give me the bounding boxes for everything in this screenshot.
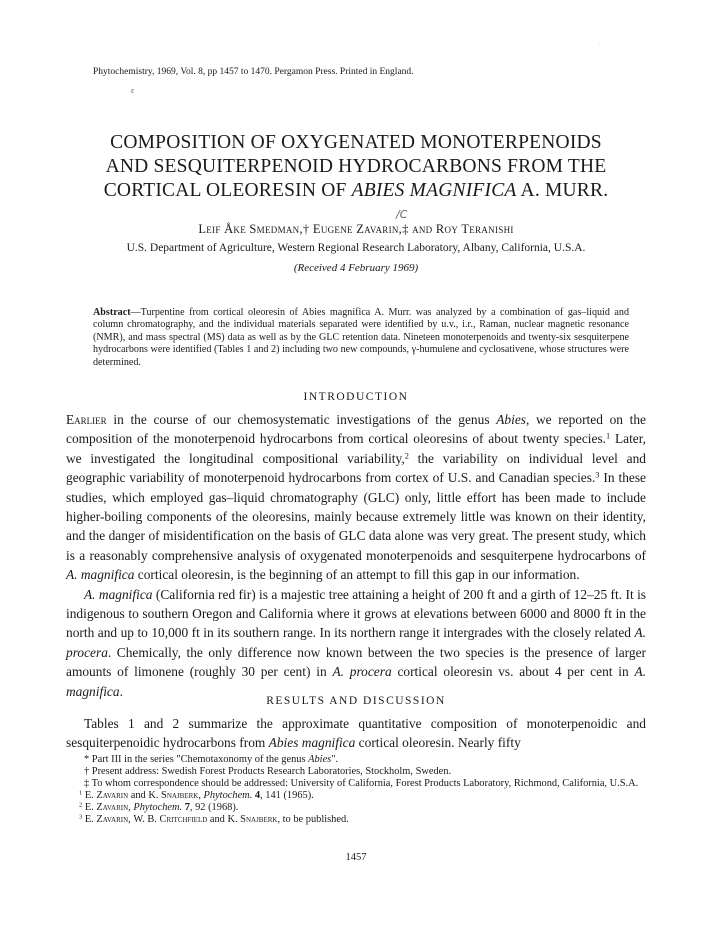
reference-journal: Phytochem. <box>133 801 183 813</box>
running-header: Phytochemistry, 1969, Vol. 8, pp 1457 to 1470. Pergamon Press. Printed in England. <box>93 67 414 77</box>
reference-author: K. Snajberk <box>227 813 278 825</box>
intro-text: Later, we investigated the longitudinal compositional variability, <box>66 431 647 466</box>
received-date: (Received 4 February 1969) <box>293 262 419 274</box>
author-3: and Roy Teranishi <box>408 222 514 236</box>
reference-text: , <box>128 801 134 813</box>
reference-marker: 3 <box>595 470 600 480</box>
reference-number: 3 <box>79 813 83 820</box>
intro-text: in the course of our chemosystematic investigations of the genus <box>106 412 497 427</box>
reference-author: E. Zavarin <box>84 789 129 801</box>
reference-marker: 2 <box>404 451 409 461</box>
reference-author: W. B. Critchfield <box>133 813 208 825</box>
title-line-3 <box>40 179 672 203</box>
species-name: A. magnifica <box>84 586 153 602</box>
author-1: Leif Åke Smedman, <box>198 222 303 236</box>
results-text: Tables 1 and 2 summarize the approximate quantitative composition of monoterpenoidic and sesquiterpenoidic hydrocarbons from <box>66 716 646 751</box>
paper-title <box>40 131 672 203</box>
intro-text: cortical oleoresin, is the beginning of an attempt to fill this gap in our information. <box>134 567 580 583</box>
introduction-body <box>66 410 646 701</box>
page-number: 1457 <box>345 852 367 863</box>
reference-journal: Phytochem. <box>203 789 253 801</box>
title-species: ABIES MAGNIFICA <box>351 180 517 201</box>
reference-author: K. Snajberk <box>148 789 199 801</box>
reference-2 <box>79 802 651 814</box>
intro-text: the variability on individual level and geographic variability of monoterpenoid hydrocarbons from cortex of U.S. and Canadian species. <box>66 450 647 486</box>
reference-author: E. Zavarin <box>84 813 129 825</box>
handwritten-annotation: /C <box>396 208 408 221</box>
reference-marker: 1 <box>606 431 611 441</box>
genus-name: Abies <box>496 412 526 427</box>
title-line-3-end: A. MURR. <box>516 180 609 201</box>
author-1-mark: † <box>302 222 310 236</box>
abstract-label: Abstract <box>93 307 131 318</box>
footnote-text: To whom correspondence should be addressed: University of California, Forest Products Laboratory, Richmond, California, U.S.A. <box>89 777 639 789</box>
intro-text: . <box>119 683 123 699</box>
results-body <box>66 714 646 753</box>
species-name: A. magnifica <box>66 664 646 699</box>
reference-author: E. Zavarin <box>84 801 129 813</box>
footnote-mark: † <box>84 765 90 777</box>
reference-text: , to be published. <box>277 813 349 825</box>
intro-text: , we reported on the composition of the monoterpenoid hydrocarbons from cortical oleoresins of about twenty species. <box>66 412 646 447</box>
results-text: cortical oleoresin. Nearly fifty <box>355 735 521 751</box>
author-2-mark: ‡ <box>402 222 409 236</box>
footnotes <box>79 754 651 825</box>
title-line-2: AND SESQUITERPENOID HYDROCARBONS FROM THE <box>105 156 607 177</box>
footnote-mark: * <box>84 754 90 765</box>
reference-text: , 92 (1968). <box>189 801 239 813</box>
genus-name: Abies <box>308 754 332 765</box>
abstract <box>93 307 629 369</box>
intro-text: (California red fir) is a majestic tree attaining a height of 200 ft and a girth of 12–25 ft. It is indigenous to southern Oregon and California where it grows at elevations between 6000 and 8000 ft in the north and up to 10,000 ft in its southern range. In its northern range it intergrades with the closely related <box>66 586 647 641</box>
footnote-text: Present address: Swedish Forest Products Research Laboratories, Stockholm, Sweden. <box>89 765 452 777</box>
reference-text: and <box>128 789 149 801</box>
intro-text: . Chemically, the only difference now known between the two species is the presence of larger amounts of limonene (roughly 30 per cent) in <box>66 644 646 680</box>
results-paragraph-1 <box>66 714 646 753</box>
title-line-3-text: CORTICAL OLEORESIN OF <box>103 180 352 201</box>
reference-text: , <box>198 789 204 801</box>
reference-1 <box>79 790 651 802</box>
author-2: Eugene Zavarin, <box>309 222 403 236</box>
intro-paragraph-2 <box>66 585 646 701</box>
footnote-text: Part III in the series "Chemotaxonomy of the genus <box>89 754 309 765</box>
species-name: Abies magnifica <box>268 735 356 751</box>
reference-volume: 4 <box>252 789 261 801</box>
reference-text: , 141 (1965). <box>260 789 314 801</box>
abstract-text: —Turpentine from cortical oleoresin of Abies magnifica A. Murr. was analyzed by a combination of gas–liquid and column chromatography, and the individual materials separated were identified by u.v., i.r., Raman, nuclear magnetic resonance (NMR), and mass spectral (MS) data as well as by the GLC retention data. Nineteen monoterpenoids and twenty-six sesquiterpene hydrocarbons were identified (Tables 1 and 2) including two new compounds, γ-humulene and cyclosativene, whose structures were determined. <box>93 307 629 368</box>
reference-3 <box>79 814 651 826</box>
title-line-1: COMPOSITION OF OXYGENATED MONOTERPENOIDS <box>110 132 602 153</box>
author-list <box>40 222 672 237</box>
intro-lead-word: Earlier <box>66 412 107 427</box>
footnote-mark: ‡ <box>84 777 90 789</box>
species-name: A. procera <box>332 664 392 680</box>
affiliation: U.S. Department of Agriculture, Western Regional Research Laboratory, Albany, California, U.S.A. <box>126 242 586 254</box>
footnote-text: ". <box>331 754 339 765</box>
section-heading-results: RESULTS AND DISCUSSION <box>266 695 446 707</box>
species-name: A. procera <box>66 625 646 660</box>
pencil-mark: ɛ <box>131 86 135 95</box>
reference-text: , <box>128 813 134 825</box>
footnote-correspondence <box>79 778 651 790</box>
intro-text: In these studies, which employed gas–liquid chromatography (GLC) only, little effort has been made to include higher-boiling components of the oleoresins, mainly because extremely little was known on their identity, and the danger of misidentification on the basis of GLC data alone was very great. The present study, which is a reasonably comprehensive analysis of oxygenated monoterpenoids and sesquiterpene hydrocarbons of <box>66 470 646 563</box>
reference-number: 1 <box>79 789 83 797</box>
section-heading-introduction: INTRODUCTION <box>303 391 409 403</box>
intro-paragraph-1 <box>66 410 646 585</box>
intro-text: cortical oleoresin vs. about 4 per cent in <box>391 664 635 680</box>
species-name: A. magnifica <box>66 567 135 583</box>
footnote-present-address <box>79 766 651 778</box>
reference-text: and <box>207 813 228 825</box>
corner-speck: · <box>598 41 600 47</box>
reference-number: 2 <box>79 801 83 809</box>
footnote-series <box>79 754 651 766</box>
reference-volume: 7 <box>182 801 190 813</box>
